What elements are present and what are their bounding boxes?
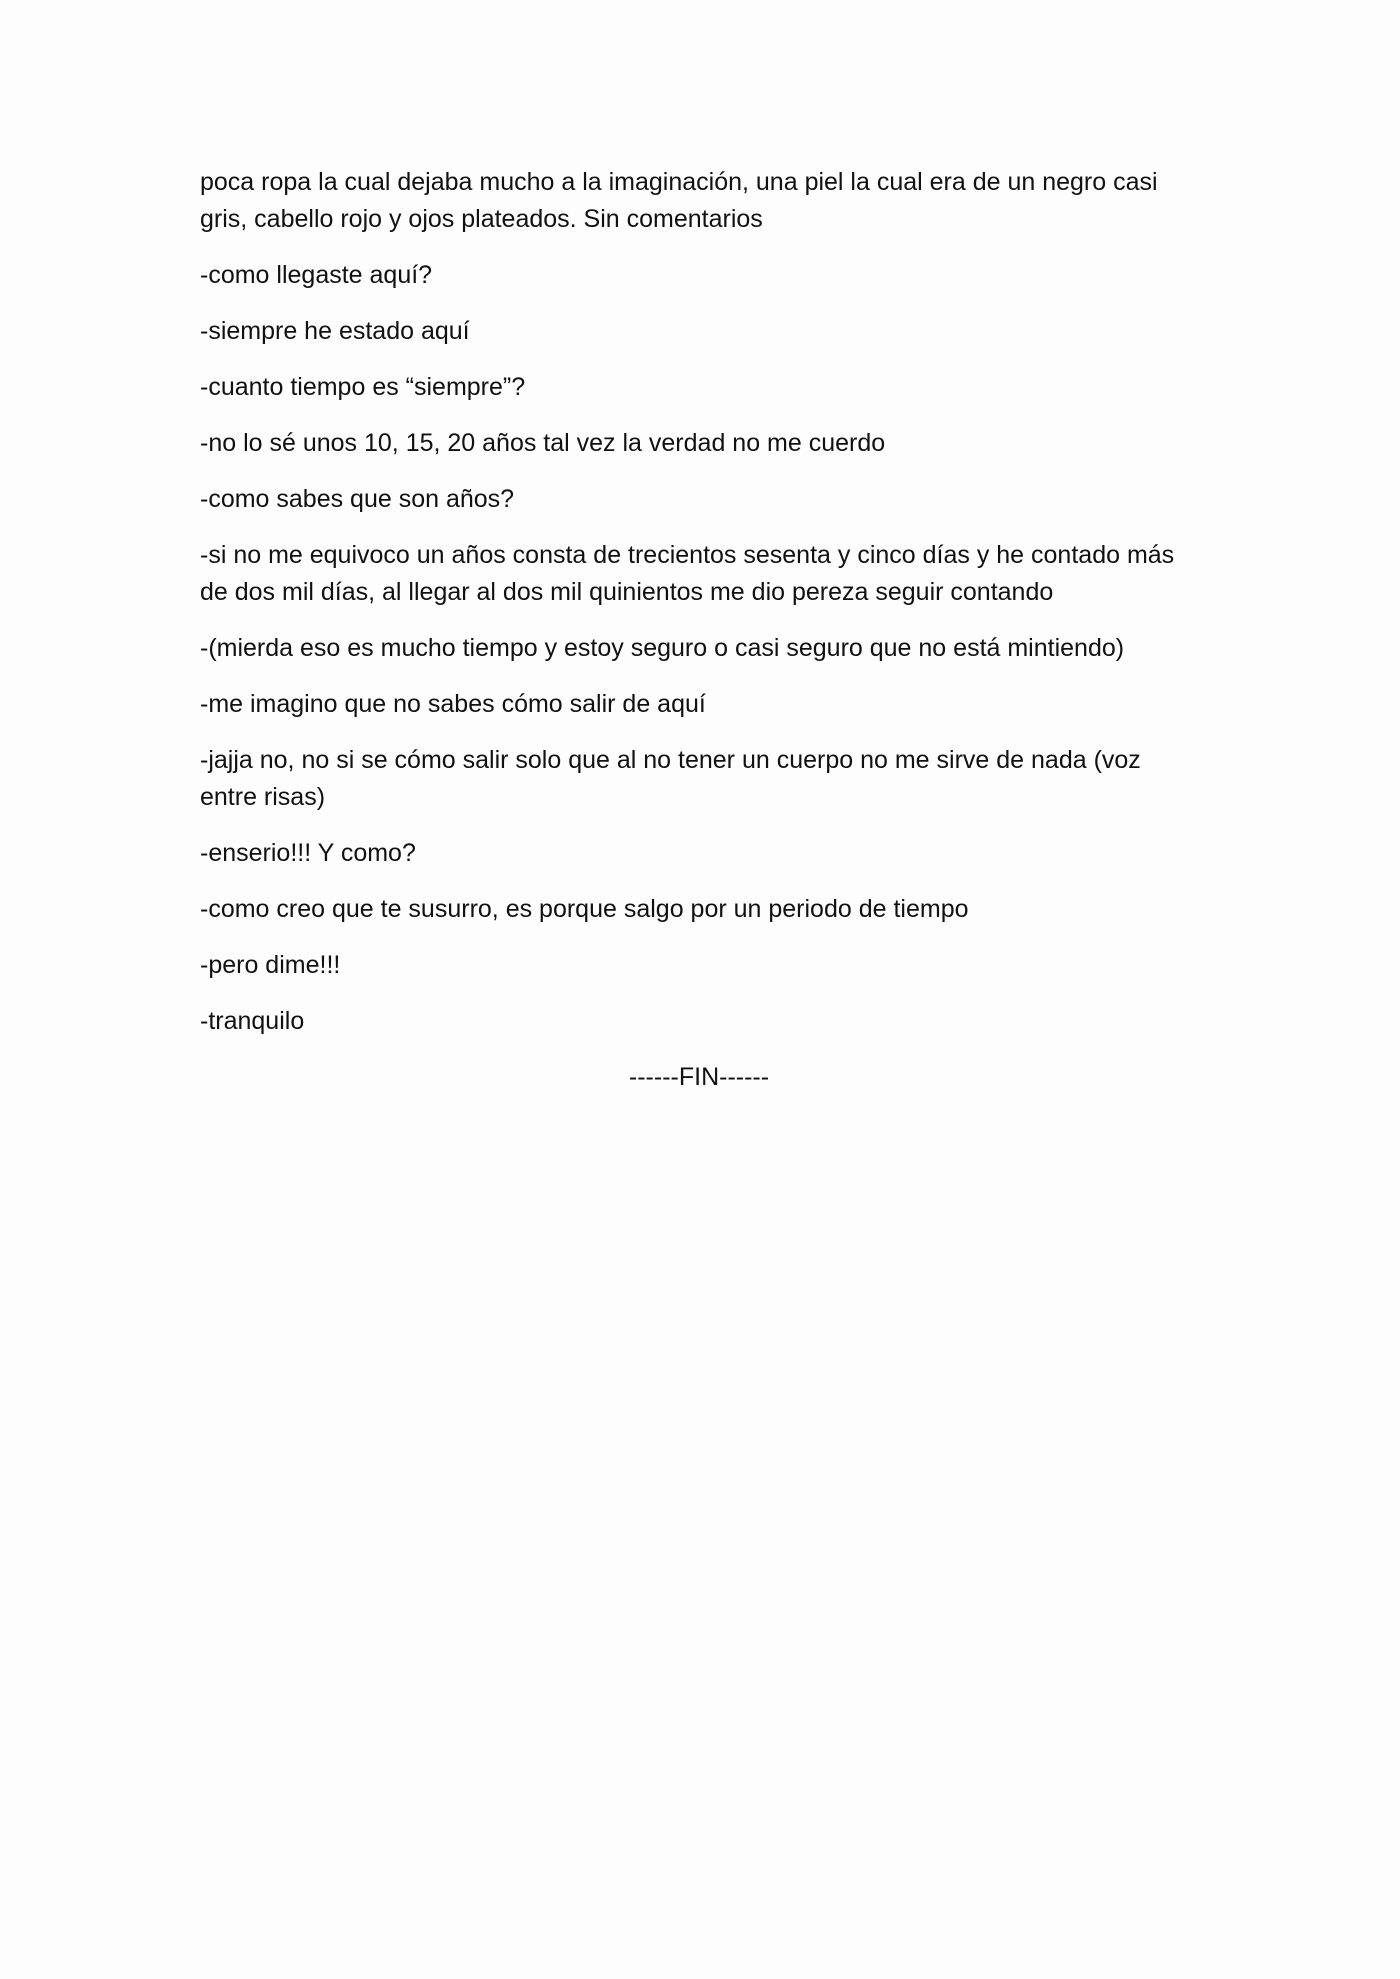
paragraph: -me imagino que no sabes cómo salir de aquí [200,690,706,718]
paragraph: -cuanto tiempo es “siempre”? [200,373,526,401]
paragraph: -como sabes que son años? [200,485,515,513]
ending-marker: ------FIN------ [628,1063,770,1091]
paragraph: -tranquilo [200,1007,305,1035]
paragraph: -como creo que te susurro, es porque salgo por un periodo de tiempo [200,895,969,923]
paragraph: -siempre he estado aquí [200,317,470,345]
paragraph: -(mierda eso es mucho tiempo y estoy seguro o casi seguro que no está mintiendo) [200,634,1125,662]
paragraph: -como llegaste aquí? [200,261,433,289]
paragraph: -jajja no, no si se cómo salir solo que al no tener un cuerpo no me sirve de nada (voz entre risas) [200,746,1141,811]
paragraph: -no lo sé unos 10, 15, 20 años tal vez la verdad no me cuerdo [200,429,886,457]
paragraph: -enserio!!! Y como? [200,839,416,867]
paragraph: poca ropa la cual dejaba mucho a la imaginación, una piel la cual era de un negro casi gris, cabello rojo y ojos plateados. Sin comentarios [200,168,1158,233]
paragraph: -si no me equivoco un años consta de trecientos sesenta y cinco días y he contado más de dos mil días, al llegar al dos mil quinientos me dio pereza seguir contando [200,541,1175,606]
document-body [200,164,1200,1096]
paragraph: -pero dime!!! [200,951,341,979]
